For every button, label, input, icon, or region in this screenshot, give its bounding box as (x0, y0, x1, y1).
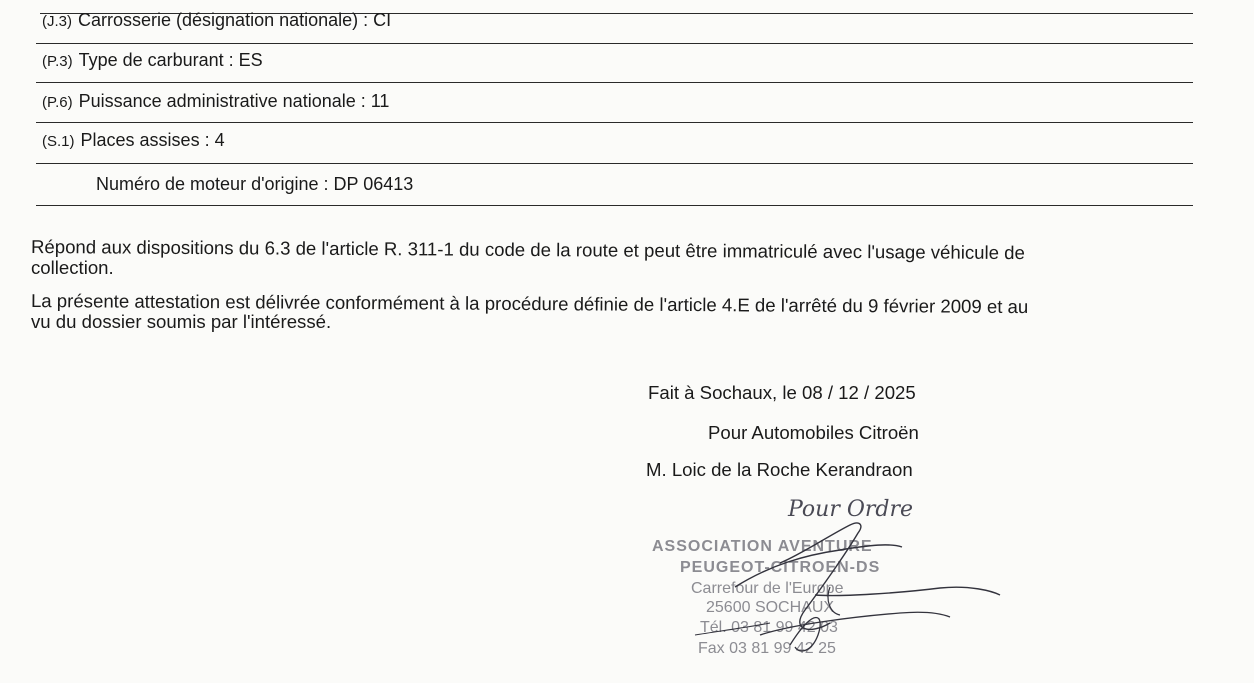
handwritten-pour-ordre: Pour Ordre (788, 497, 914, 522)
association-stamp (640, 495, 1020, 675)
field-places (42, 130, 225, 151)
field-code: (P.6) (42, 94, 73, 111)
field-code: (P.3) (42, 53, 73, 70)
field-text: Puissance administrative nationale : 11 (78, 91, 390, 111)
field-text: Numéro de moteur d'origine : DP 06413 (96, 174, 414, 194)
signature-scribble (640, 495, 1020, 675)
field-rule (36, 82, 1193, 83)
field-moteur (90, 174, 413, 195)
field-carburant (42, 50, 263, 71)
field-rule (36, 122, 1193, 123)
field-rule (36, 43, 1193, 44)
company-line: Pour Automobiles Citroën (708, 422, 919, 443)
stamp-line-4: 25600 SOCHAUX (706, 599, 835, 616)
paragraph-line: collection. (31, 257, 114, 278)
field-rule (36, 205, 1193, 206)
paragraph-line: Répond aux dispositions du 6.3 de l'article R. 311-1 du code de la route et peut être immatriculé avec l'usage véhicule de (30, 236, 1025, 264)
stamp-line-5: Tél. 03 81 99 42 03 (700, 619, 838, 636)
paragraph-dispositions (31, 236, 1196, 278)
field-carrosserie (42, 10, 391, 31)
field-text: Type de carburant : ES (78, 50, 263, 70)
paragraph-line: La présente attestation est délivrée conformément à la procédure définie de l'article 4.E de l'arrêté du 9 février 2009 et au (30, 290, 1029, 318)
stamp-line-1: ASSOCIATION AVENTURE (652, 538, 873, 555)
stamp-line-2: PEUGEOT-CITROEN-DS (680, 559, 881, 576)
field-code: (S.1) (42, 133, 75, 150)
field-puissance (42, 91, 389, 112)
stamp-line-3: Carrefour de l'Europe (691, 580, 844, 597)
field-code: (J.3) (42, 13, 72, 30)
place-date: Fait à Sochaux, le 08 / 12 / 2025 (648, 382, 916, 403)
paragraph-attestation (31, 290, 1196, 332)
signatory-name: M. Loic de la Roche Kerandraon (646, 459, 913, 480)
paragraph-line: vu du dossier soumis par l'intéressé. (31, 311, 332, 332)
field-text: Places assises : 4 (80, 130, 225, 150)
stamp-line-6: Fax 03 81 99 42 25 (698, 640, 836, 657)
field-rule (36, 163, 1193, 164)
field-text: Carrosserie (désignation nationale) : CI (78, 10, 392, 30)
